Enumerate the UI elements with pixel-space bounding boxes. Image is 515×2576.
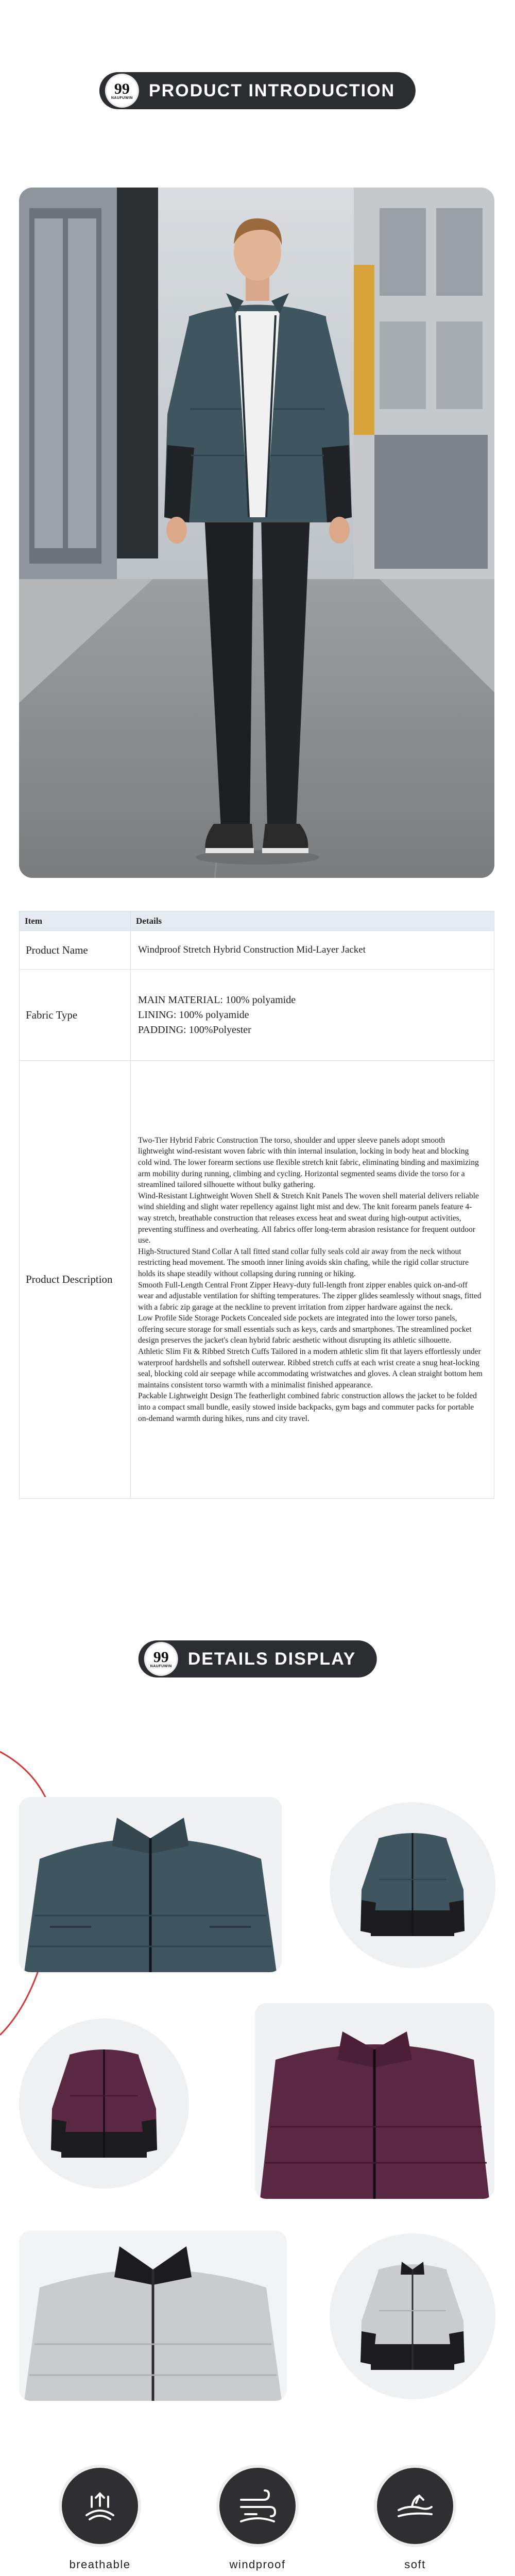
detail-photo-teal-front xyxy=(19,1797,282,1972)
breathable-icon xyxy=(62,2468,138,2544)
feature-breathable xyxy=(43,2468,157,2571)
detail-photo-plum-full xyxy=(19,2019,189,2189)
description-paragraph: Smooth Full-Length Central Front Zipper Heavy-duty full-length front zipper enables quick on-and-off wear and adjustable ventilation for shifting temperatures. The zipper glides seamlessly without snags, fitted with a fabric zip garage at the neckline to prevent irritation from zipper hardware against the neck. xyxy=(138,1280,482,1312)
product-spec-table xyxy=(19,911,494,1499)
description-paragraph: Packable Lightweight Design The featherlight combined fabric construction allows the jacket to be folded into a compact small bundle, easily stowed inside backpacks, gym bags and commuter packs for portable on-demand warmth during hikes, runs and city travel. xyxy=(138,1392,477,1423)
description-paragraph: High-Structured Stand Collar A tall fitted stand collar fully seals cold air away from the neck without restricting head movement. The smooth inner lining avoids skin chafing, while the rigid collar structure holds its shape steadily without collapsing during running or hiking. xyxy=(138,1247,469,1278)
fabric-list xyxy=(131,970,494,1061)
table-row-product-name xyxy=(20,931,494,970)
section-header-details xyxy=(139,1640,377,1677)
section-header-intro xyxy=(99,72,416,109)
description-text xyxy=(131,1061,494,1499)
feature-label: windproof xyxy=(229,2558,286,2571)
description-paragraph: Athletic Slim Fit & Ribbed Stretch Cuffs Tailored in a modern athletic slim fit that layers effortlessly under waterproof hardshells and softshell outerwear. Ribbed stretch cuffs at each wrist create a snug heat-locking seal, blocking cold air seepage while accommodating wristwatches and gloves. A clean straight bottom hem maintains consistent torso warmth with a minimalist finished appearance. xyxy=(138,1347,483,1389)
feature-windproof xyxy=(201,2468,314,2571)
row-label: Product Name xyxy=(20,931,131,970)
description-paragraph: Two-Tier Hybrid Fabric Construction The torso, shoulder and upper sleeve panels adopt smooth lightweight wind-resistant woven fabric with thin internal insulation, locking in body heat and blocking cold wind. The lower forearm sections use flexible stretch knit fabric, eliminating binding and maximizing arm mobility during running, climbing and cycling. Horizontal segmented seams divide the torso for a streamlined tailored silhouette without bulky gathering. xyxy=(138,1136,479,1190)
detail-photo-grey-full xyxy=(330,2233,495,2399)
feature-label: breathable xyxy=(69,2558,131,2571)
column-header-details: Details xyxy=(131,911,494,931)
detail-photo-grey-front xyxy=(19,2231,287,2401)
feature-soft xyxy=(358,2468,472,2571)
column-header-item: Item xyxy=(20,911,131,931)
product-name-value: Windproof Stretch Hybrid Construction Mid-Layer Jacket xyxy=(131,931,494,970)
description-paragraph: Low Profile Side Storage Pockets Concealed side pockets are integrated into the lower torso panels, offering secure storage for small essentials such as keys, cards and smartphones. The streamlined pocket design preserves the jacket's clean hybrid fabric aesthetic without disrupting its athletic silhouette. xyxy=(138,1314,472,1345)
feature-label: soft xyxy=(404,2558,426,2571)
table-row-fabric-type xyxy=(20,970,494,1061)
detail-photo-teal-full xyxy=(330,1802,495,1968)
table-header-row xyxy=(20,911,494,931)
soft-icon xyxy=(377,2468,453,2544)
fabric-lining: LINING: 100% polyamide xyxy=(138,1009,249,1021)
fabric-main: MAIN MATERIAL: 100% polyamide xyxy=(138,994,296,1006)
model-photo xyxy=(19,188,494,878)
brand-logo: 99 NAUFUWIN xyxy=(146,1643,177,1674)
brand-logo: 99 NAUFUWIN xyxy=(107,75,138,106)
section-title: DETAILS DISPLAY xyxy=(187,1649,356,1669)
section-title: PRODUCT INTRODUCTION xyxy=(148,80,396,100)
row-label: Fabric Type xyxy=(20,970,131,1061)
windproof-icon xyxy=(219,2468,296,2544)
table-row-product-description xyxy=(20,1061,494,1499)
row-label: Product Description xyxy=(20,1061,131,1499)
fabric-padding: PADDING: 100%Polyester xyxy=(138,1024,251,1036)
description-paragraph: Wind-Resistant Lightweight Woven Shell & Stretch Knit Panels The woven shell material delivers reliable wind shielding and slight water repellency against light mist and dew. The knit forearm panels feature 4-way stretch, breathable construction that releases excess heat and sweat during high-output activities, preventing stuffiness and overheating. All fabrics offer long-term abrasion resistance for frequent outdoor use. xyxy=(138,1191,479,1245)
detail-photo-plum-front xyxy=(255,2003,494,2199)
